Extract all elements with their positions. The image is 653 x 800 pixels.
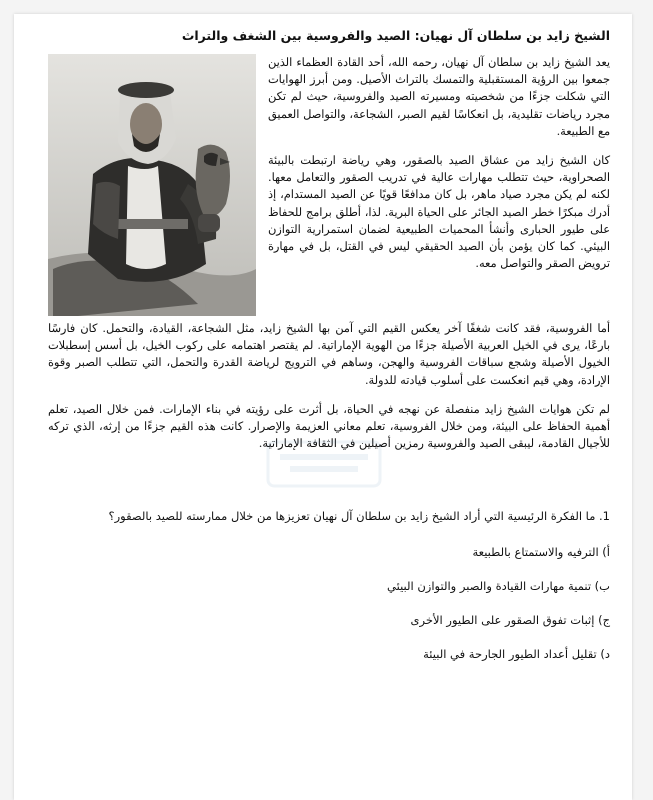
quiz-option-b[interactable]: ب) تنمية مهارات القيادة والصبر والتوازن البيئي: [387, 579, 610, 594]
falconer-illustration: [48, 54, 256, 316]
paragraph-horsemanship: أما الفروسية، فقد كانت شغفًا آخر يعكس القيم التي آمن بها الشيخ زايد، مثل الشجاعة، القيادة، والتحمل. كان فارسًا بارعًا، يرى في الخيل العربية الأصيلة جزءًا من الهوية الإماراتية. لم يقتصر اهتمامه على ركوب الخيل، بل أسس إسطبلات الخيول الأصيلة وشجع سباقات الفروسية والهجن، وساهم في الترويج لرياضة القدرة والتحمل، التي تتطلب الصبر وقوة الإرادة، وهي قيم انعكست على أسلوب قيادته للدولة.: [48, 322, 610, 387]
paragraph-falconry: كان الشيخ زايد من عشاق الصيد بالصقور، وهي رياضة ارتبطت بالبيئة الصحراوية، حيث تتطلب مهارات عالية في تدريب الصقور والتعامل معها. لكنه لم يكن مجرد صياد ماهر، بل كان مدافعًا قويًا عن الصيد المستدام، إذ أدرك مبكرًا خطر الصيد الجائر على الحياة البرية. لذا، أطلق برامج للحفاظ على طيور الحبارى وأنشأ المحميات الطبيعية لضمان استمرارية التوازن البيئي. كما كان يؤمن بأن الصيد الحقيقي ليس في القتل، بل في مهارة ترويض الصقر والتواصل معه.: [268, 154, 610, 271]
portrait-photo: [48, 54, 256, 316]
watermark-logo: [264, 434, 384, 494]
quiz-section: [48, 506, 610, 664]
quiz-option-c[interactable]: ج) إثبات تفوق الصقور على الطيور الأخرى: [410, 613, 610, 628]
intro-block: [48, 54, 610, 272]
document-page: [14, 14, 632, 800]
paragraph-intro: يعد الشيخ زايد بن سلطان آل نهيان، رحمه الله، أحد القادة العظماء الذين جمعوا بين الرؤية المستقبلية والتمسك بالتراث الأصيل. ومن أبرز الهوايات التي شكلت جزءًا من شخصيته ومسيرته الصيد والفروسية، حيث لم تكن مجرد رياضات تقليدية، بل انعكاسًا لقيم الصبر، الشجاعة، والتواصل العميق مع الطبيعة.: [268, 56, 610, 138]
quiz-option-d[interactable]: د) تقليل أعداد الطيور الجارحة في البيئة: [423, 647, 610, 662]
document-content: [48, 26, 610, 678]
article-title: الشيخ زايد بن سلطان آل نهيان: الصيد والفروسية بين الشغف والتراث: [181, 28, 610, 43]
quiz-option-a[interactable]: أ) الترفيه والاستمتاع بالطبيعة: [472, 545, 610, 560]
paragraph-legacy: لم تكن هوايات الشيخ زايد منفصلة عن نهجه في الحياة، بل أثرت على رؤيته في بناء الإمارات. فمن خلال الصيد، تعلم أهمية الحفاظ على البيئة، ومن خلال الفروسية، تعلم معاني العزيمة والإصرار. كانت هذه القيم جزءًا من إرثه، الذي تركه للأجيال القادمة، ليبقى الصيد والفروسية رمزين أصيلين في الثقافة الإماراتية.: [48, 402, 610, 451]
quiz-question: 1. ما الفكرة الرئيسية التي أراد الشيخ زايد بن سلطان آل نهيان تعزيزها من خلال ممارسته للصيد بالصقور؟: [108, 509, 610, 524]
